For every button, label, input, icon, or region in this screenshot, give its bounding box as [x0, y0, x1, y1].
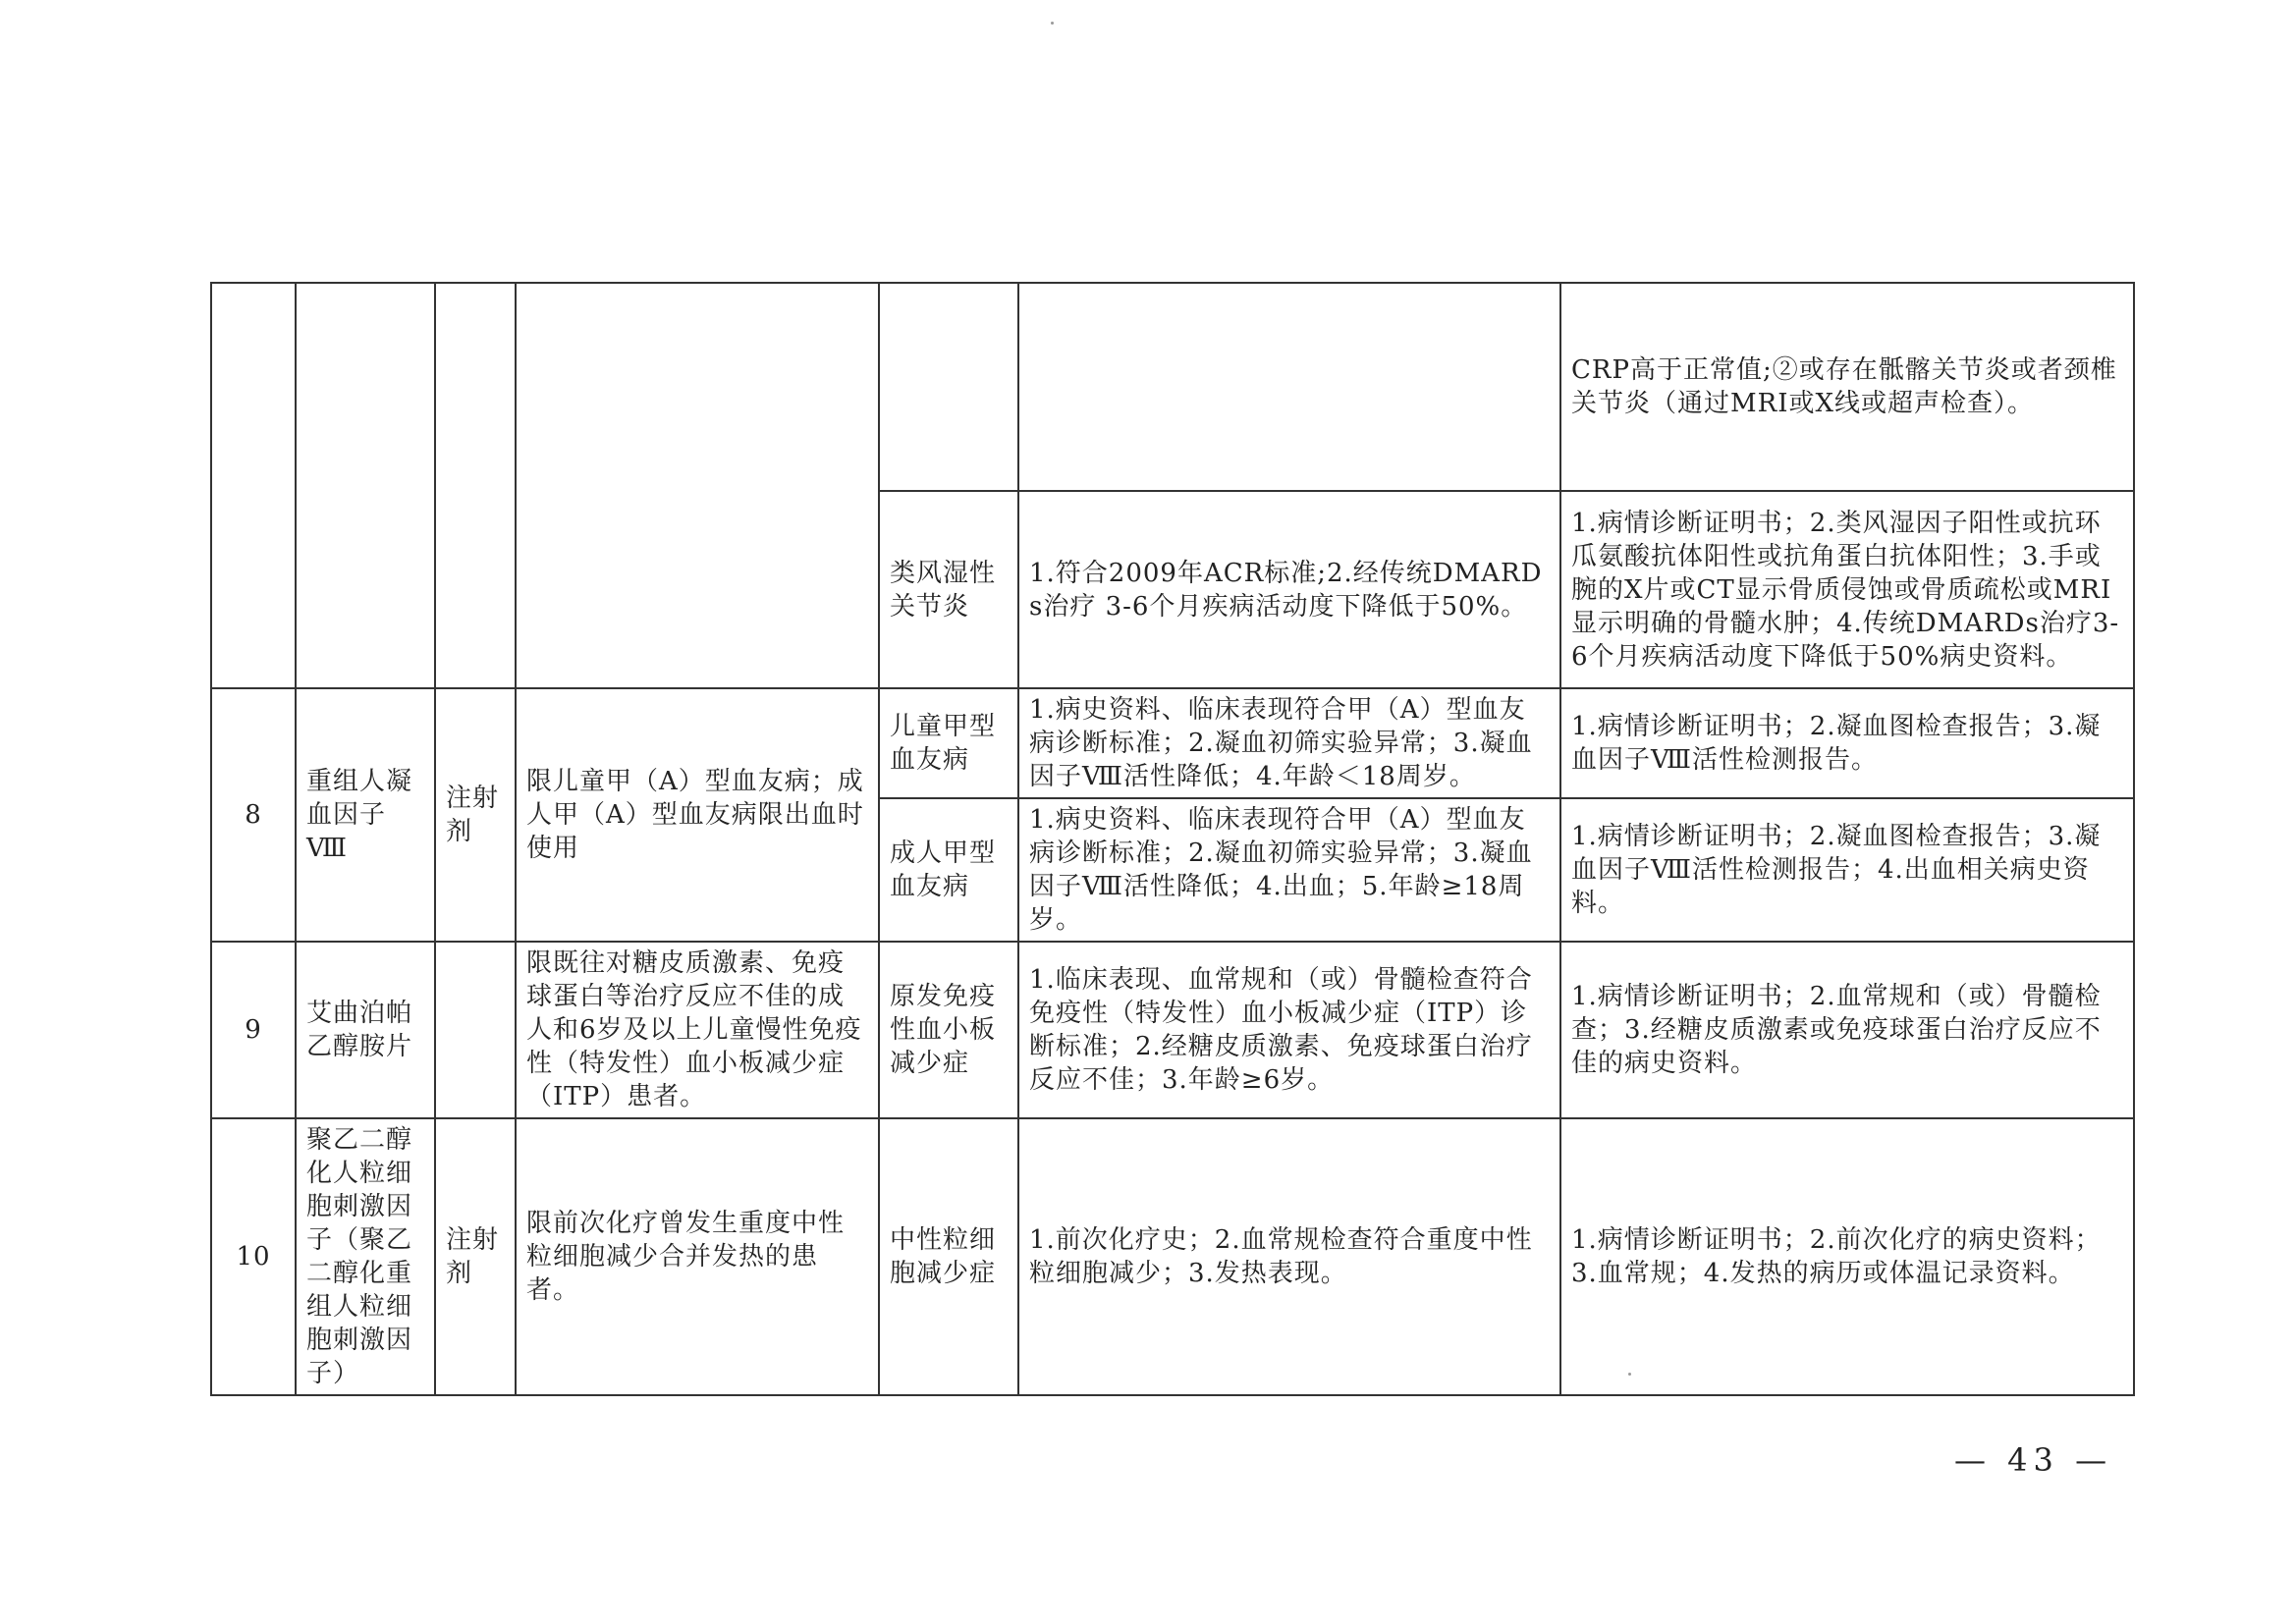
number-cell — [211, 283, 296, 688]
table-row — [211, 1118, 2134, 1395]
criteria-cell: 1.符合2009年ACR标准;2.经传统DMARDs治疗 3-6个月疾病活动度下降低于50%。 — [1018, 491, 1560, 688]
drug-name-cell — [296, 283, 435, 688]
number-cell: 10 — [211, 1118, 296, 1395]
number-cell: 9 — [211, 942, 296, 1118]
payment-scope-cell — [516, 283, 879, 688]
dosage-form-cell — [435, 942, 516, 1118]
payment-scope-cell: 限儿童甲（A）型血友病；成人甲（A）型血友病限出血时使用 — [516, 688, 879, 942]
criteria-cell: 1.前次化疗史；2.血常规检查符合重度中性粒细胞减少；3.发热表现。 — [1018, 1118, 1560, 1395]
indication-cell: 儿童甲型血友病 — [879, 688, 1018, 798]
page-number: — 43 — — [1954, 1441, 2113, 1479]
indication-cell: 成人甲型血友病 — [879, 798, 1018, 942]
payment-scope-cell: 限前次化疗曾发生重度中性粒细胞减少合并发热的患者。 — [516, 1118, 879, 1395]
table-row — [211, 688, 2134, 798]
evidence-cell: 1.病情诊断证明书；2.凝血图检查报告；3.凝血因子Ⅷ活性检测报告；4.出血相关病史资料。 — [1560, 798, 2134, 942]
criteria-cell: 1.临床表现、血常规和（或）骨髓检查符合免疫性（特发性）血小板减少症（ITP）诊断标准；2.经糖皮质激素、免疫球蛋白治疗反应不佳；3.年龄≥6岁。 — [1018, 942, 1560, 1118]
drug-name-cell: 聚乙二醇化人粒细胞刺激因子（聚乙二醇化重组人粒细胞刺激因子） — [296, 1118, 435, 1395]
evidence-cell: 1.病情诊断证明书；2.凝血图检查报告；3.凝血因子Ⅷ活性检测报告。 — [1560, 688, 2134, 798]
dosage-form-cell: 注射剂 — [435, 688, 516, 942]
criteria-cell — [1018, 283, 1560, 491]
evidence-cell: CRP高于正常值;②或存在骶髂关节炎或者颈椎关节炎（通过MRI或X线或超声检查）。 — [1560, 283, 2134, 491]
dosage-form-cell — [435, 283, 516, 688]
drug-name-cell: 重组人凝血因子Ⅷ — [296, 688, 435, 942]
table-row — [211, 283, 2134, 491]
indication-cell: 类风湿性关节炎 — [879, 491, 1018, 688]
indication-cell: 原发免疫性血小板减少症 — [879, 942, 1018, 1118]
criteria-cell: 1.病史资料、临床表现符合甲（A）型血友病诊断标准；2.凝血初筛实验异常；3.凝血因子Ⅷ活性降低；4.出血；5.年龄≥18周岁。 — [1018, 798, 1560, 942]
payment-scope-cell: 限既往对糖皮质激素、免疫球蛋白等治疗反应不佳的成人和6岁及以上儿童慢性免疫性（特发性）血小板减少症（ITP）患者。 — [516, 942, 879, 1118]
drug-name-cell: 艾曲泊帕乙醇胺片 — [296, 942, 435, 1118]
indication-cell: 中性粒细胞减少症 — [879, 1118, 1018, 1395]
evidence-cell: 1.病情诊断证明书；2.前次化疗的病史资料；3.血常规；4.发热的病历或体温记录资料。 — [1560, 1118, 2134, 1395]
table-row — [211, 942, 2134, 1118]
dosage-form-cell: 注射剂 — [435, 1118, 516, 1395]
evidence-cell: 1.病情诊断证明书；2.血常规和（或）骨髓检查；3.经糖皮质激素或免疫球蛋白治疗反应不佳的病史资料。 — [1560, 942, 2134, 1118]
scan-speck — [1051, 22, 1054, 25]
indication-cell — [879, 283, 1018, 491]
evidence-cell: 1.病情诊断证明书；2.类风湿因子阳性或抗环瓜氨酸抗体阳性或抗角蛋白抗体阳性；3.手或腕的X片或CT显示骨质侵蚀或骨质疏松或MRI显示明确的骨髓水肿；4.传统DMARDs治疗3-6个月疾病活动度下降低于50%病史资料。 — [1560, 491, 2134, 688]
number-cell: 8 — [211, 688, 296, 942]
criteria-cell: 1.病史资料、临床表现符合甲（A）型血友病诊断标准；2.凝血初筛实验异常；3.凝血因子Ⅷ活性降低；4.年龄＜18周岁。 — [1018, 688, 1560, 798]
drug-criteria-table — [210, 282, 2135, 1396]
